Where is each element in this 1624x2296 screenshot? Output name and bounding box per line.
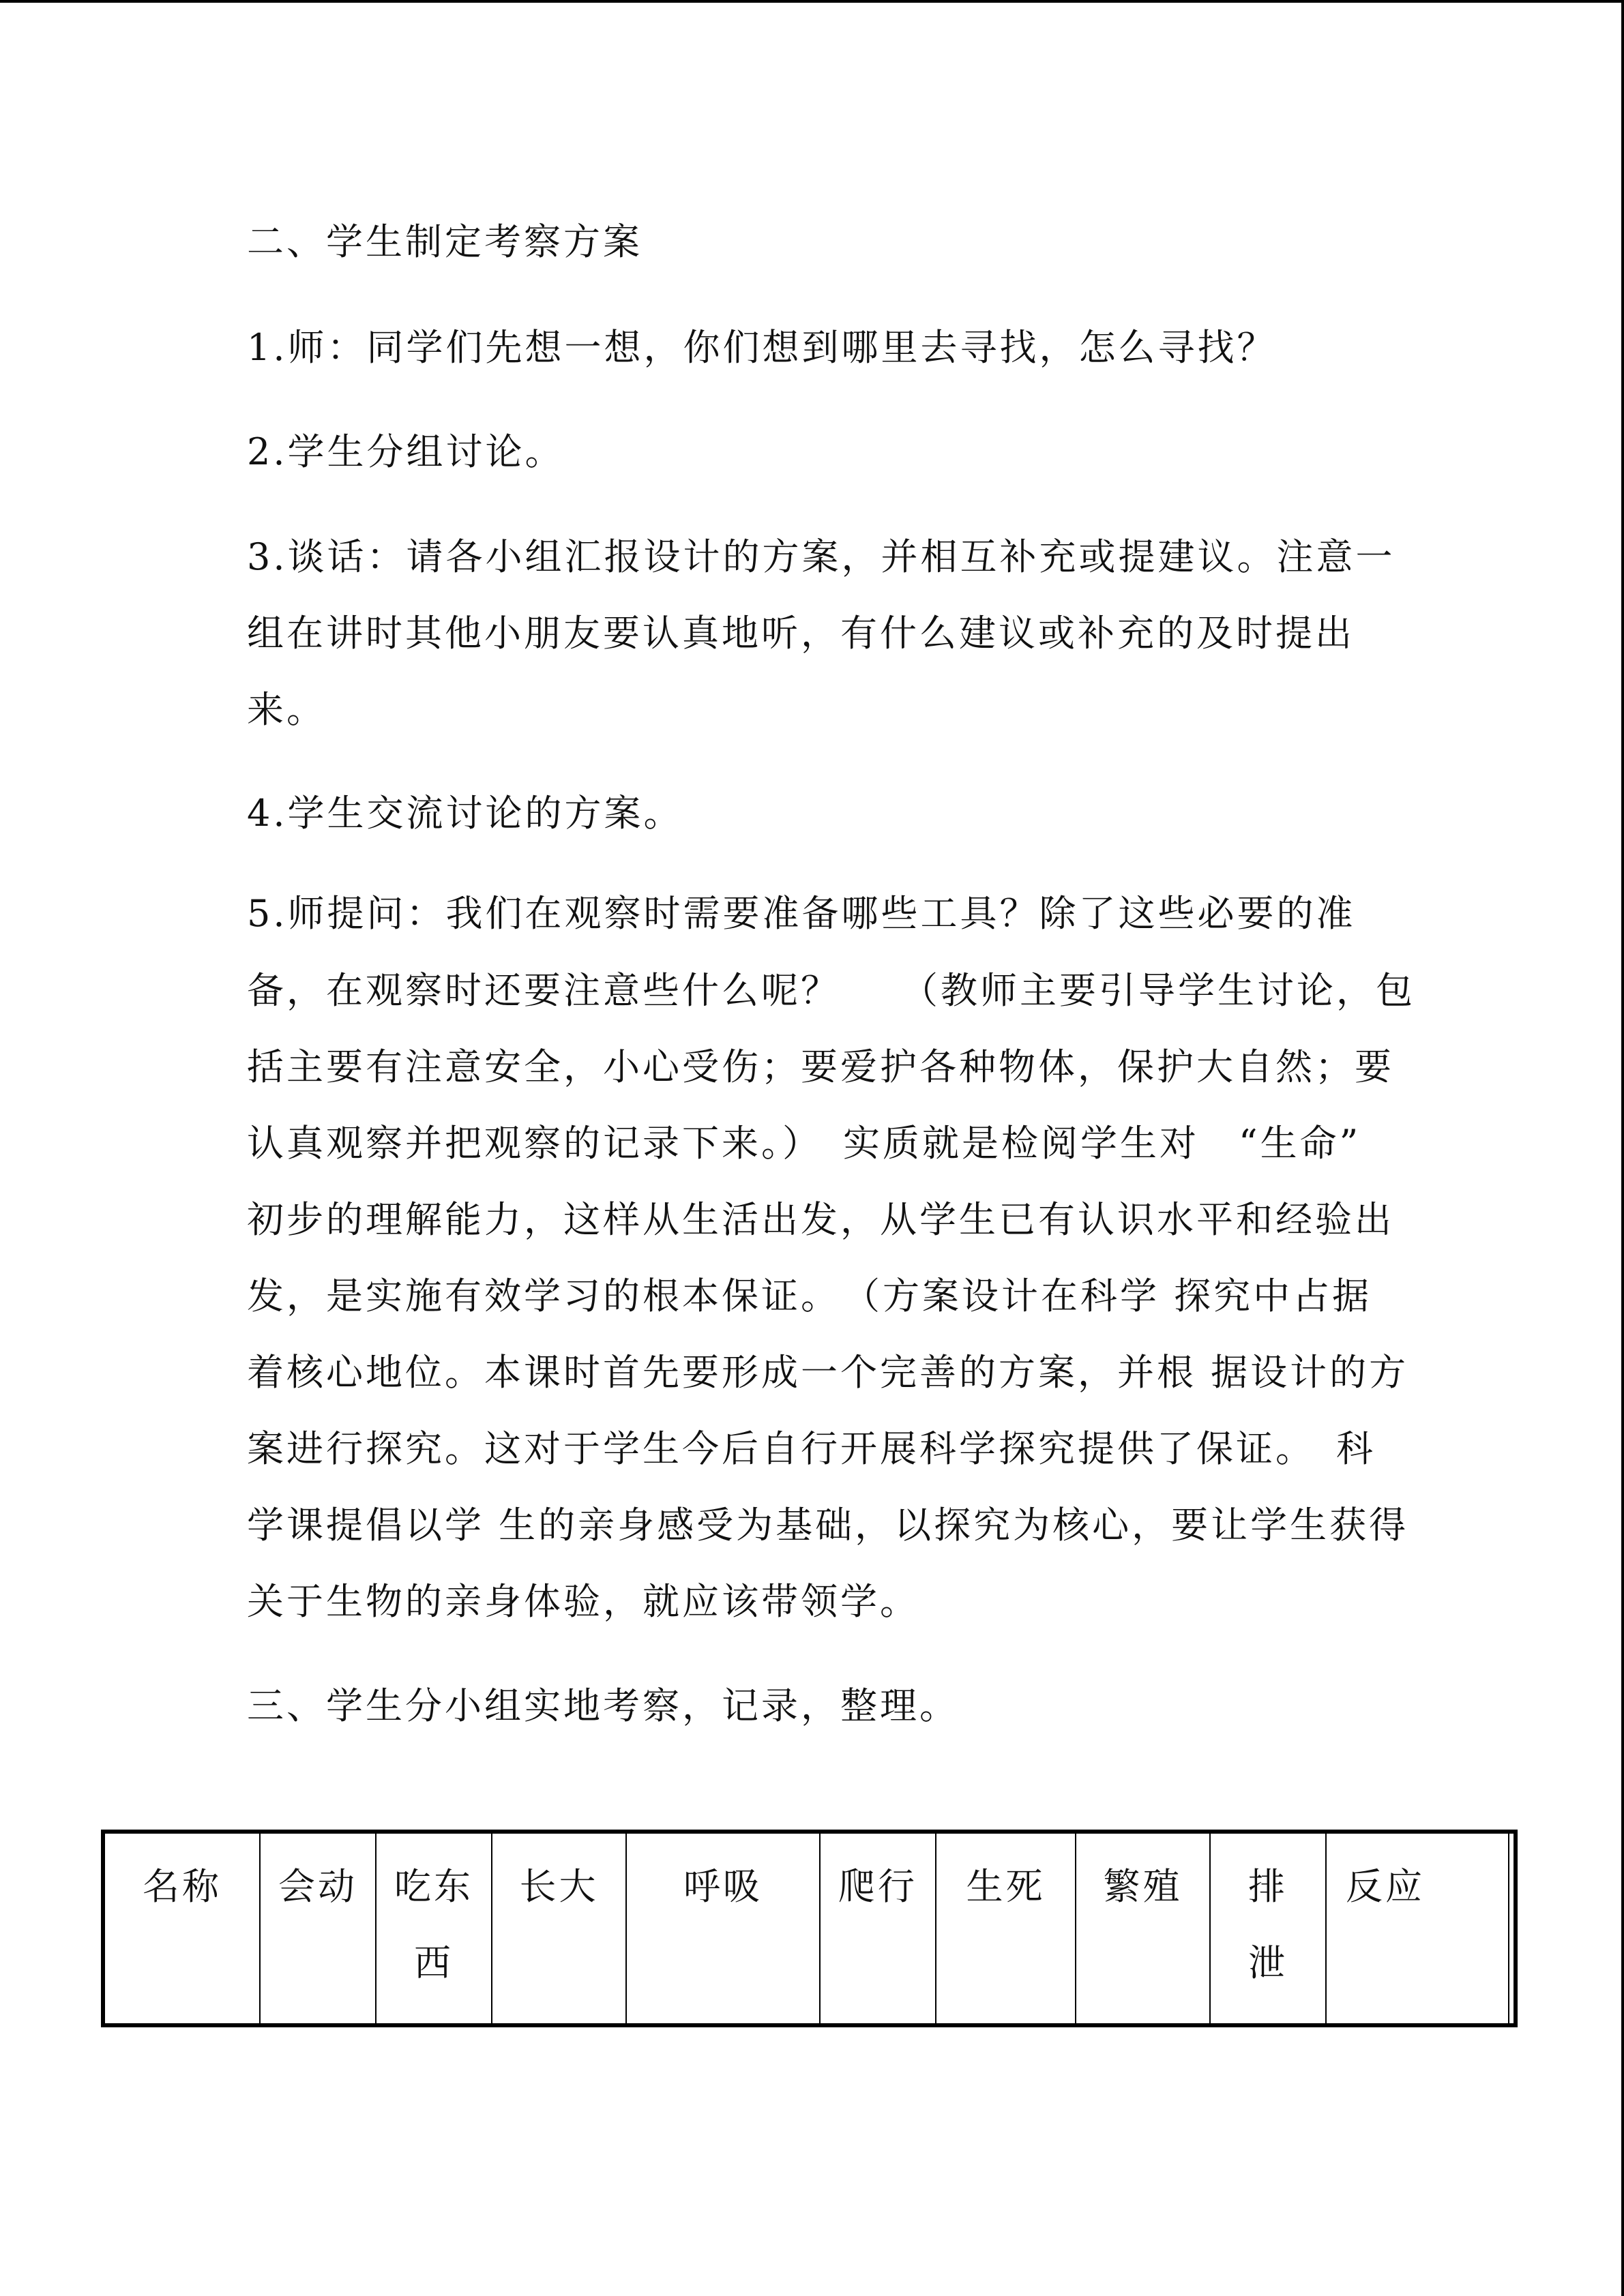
- header-text-wrap: 西: [414, 1941, 454, 1984]
- header-cell-reproduces: [1076, 1834, 1210, 2023]
- paragraph-line: 来。: [247, 688, 326, 731]
- header-cell-breathes: [626, 1834, 820, 2023]
- header-text: 反应: [1346, 1865, 1425, 1908]
- paragraph-line: 1.师：同学们先想一想，你们想到哪里去寻找，怎么寻找？: [247, 326, 1277, 369]
- page-right-border: [1621, 0, 1624, 2296]
- header-text: 繁殖: [1103, 1865, 1183, 1908]
- paragraph-line: 学课提倡以学 生的亲身感受为基础，以探究为核心，要让学生获得: [247, 1504, 1409, 1547]
- header-cell-eats: [376, 1834, 492, 2023]
- paragraph-line: 备，在观察时还要注意些什么呢？ （教师主要引导学生讨论，包: [247, 969, 1415, 1012]
- header-text: 吃东: [394, 1865, 473, 1908]
- paragraph-line: 括主要有注意安全，小心受伤；要爱护各种物体，保护大自然；要: [247, 1045, 1394, 1088]
- section-heading-3: 三、学生分小组实地考察，记录，整理。: [247, 1684, 959, 1727]
- paragraph-line: 关于生物的亲身体验，就应该带领学。: [247, 1580, 919, 1623]
- header-text: 名称: [143, 1865, 222, 1908]
- paragraph-line: 着核心地位。本课时首先要形成一个完善的方案，并根 据设计的方: [247, 1351, 1409, 1394]
- paragraph-line: 发，是实施有效学习的根本保证。 （方案设计在科学 探究中占据: [247, 1274, 1372, 1317]
- paragraph-line: 4.学生交流讨论的方案。: [247, 792, 683, 835]
- paragraph-line: 5.师提问：我们在观察时需要准备哪些工具？除了这些必要的准: [247, 892, 1356, 935]
- observation-record-table: [101, 1830, 1518, 2027]
- header-cell-name: [105, 1834, 260, 2023]
- section-heading-2: 二、学生制定考察方案: [247, 220, 643, 263]
- header-text: 爬行: [838, 1865, 917, 1908]
- paragraph-line: 组在讲时其他小朋友要认真地听，有什么建议或补充的及时提出: [247, 612, 1355, 655]
- paragraph-line: 认真观察并把观察的记录下来。） 实质就是检阅学生对 “生命”: [247, 1122, 1361, 1165]
- header-text: 呼吸: [683, 1865, 763, 1908]
- header-text: 排: [1248, 1865, 1288, 1908]
- paragraph-line: 3.谈话：请各小组汇报设计的方案，并相互补充或提建议。注意一: [247, 535, 1396, 578]
- header-cell-moves: [260, 1834, 376, 2023]
- paragraph-line: 初步的理解能力，这样从生活出发，从学生已有认识水平和经验出: [247, 1198, 1394, 1241]
- page-top-border: [0, 0, 1624, 3]
- header-cell-grows: [492, 1834, 626, 2023]
- header-cell-crawls: [820, 1834, 936, 2023]
- header-text-wrap: 泄: [1248, 1941, 1288, 1984]
- paragraph-line: 2.学生分组讨论。: [247, 430, 565, 473]
- header-cell-excretes: [1210, 1834, 1326, 2023]
- header-cell-life-death: [936, 1834, 1076, 2023]
- table-header-row: [105, 1834, 1514, 2023]
- record-table-grid: [105, 1834, 1514, 2023]
- header-text: 会动: [278, 1865, 357, 1908]
- paragraph-line: 案进行探究。这对于学生今后自行开展科学探究提供了保证。 科: [247, 1427, 1376, 1470]
- header-cell-reacts: [1326, 1834, 1514, 2023]
- header-text: 生死: [966, 1865, 1046, 1908]
- header-text: 长大: [519, 1865, 599, 1908]
